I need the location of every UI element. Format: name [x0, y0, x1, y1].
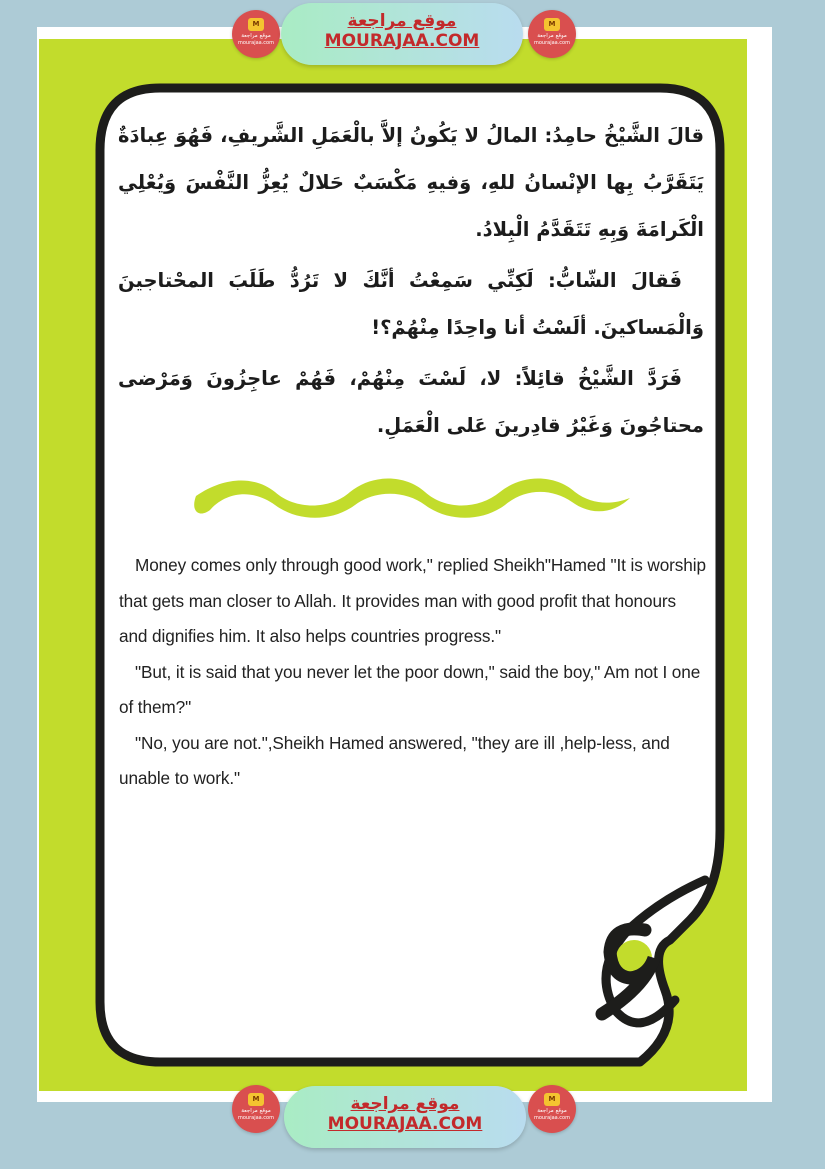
english-paragraph-3: "No, you are not.",Sheikh Hamed answered, "they are ill ,help-less, and unable to work." — [119, 732, 670, 788]
logo-mark-icon: M — [248, 1093, 264, 1106]
arabic-text — [118, 112, 704, 453]
watermark-latin: MOURAJAA.COM — [327, 1114, 483, 1134]
arabic-paragraph-3: فَرَدَّ الشَّيْخُ قائِلاً: لا، لَسْتَ مِنْهُمْ، فَهُمْ عاجِزُونَ وَمَرْضى محتاجُونَ وَغَيْرُ قادِرينَ عَلى الْعَمَلِ. — [118, 367, 704, 437]
logo-mark-icon: M — [544, 1093, 560, 1106]
watermark-arabic: موقع مراجعة — [347, 11, 457, 31]
watermark-logo-top-left: M موقع مراجعة mourajaa.com — [232, 10, 280, 58]
english-paragraph-2: "But, it is said that you never let the poor down," said the boy," Am not I one of them?" — [119, 661, 701, 717]
arabic-paragraph-1: قالَ الشَّيْخُ حامِدُ: المالُ لا يَكُونُ إلاَّ بالْعَمَلِ الشَّريفِ، فَهُوَ عِبادَةٌ يَتَقَرَّبُ بِها الإنْسانُ للهِ، وَفيهِ مَكْسَبٌ حَلالٌ يُعِزُّ النَّفْسَ وَيُعْلِي الْكَرامَةَ وَبِهِ تَتَقَدَّمُ الْبِلادُ. — [118, 124, 704, 241]
watermark-arabic: موقع مراجعة — [350, 1094, 460, 1114]
watermark-latin: MOURAJAA.COM — [324, 31, 480, 51]
watermark-badge-top[interactable] — [281, 3, 523, 65]
arabic-paragraph-2: فَقالَ الشّابُّ: لَكِنِّي سَمِعْتُ أنَّكَ لا تَرُدُّ طَلَبَ المحْتاجينَ وَالْمَساكينَ. ألَسْتُ أنا واحِدًا مِنْهُمْ؟! — [118, 269, 704, 339]
watermark-logo-top-right: M موقع مراجعة mourajaa.com — [528, 10, 576, 58]
english-paragraph-1: Money comes only through good work," replied Sheikh"Hamed "It is worship that gets man closer to Allah. It provides man with good profit that honours and dignifies him. It also helps countries progress." — [119, 555, 706, 646]
watermark-logo-bottom-right: M موقع مراجعة mourajaa.com — [528, 1085, 576, 1133]
logo-mark-icon: M — [544, 18, 560, 31]
watermark-badge-bottom[interactable] — [284, 1086, 526, 1148]
logo-mark-icon: M — [248, 18, 264, 31]
watermark-logo-bottom-left: M موقع مراجعة mourajaa.com — [232, 1085, 280, 1133]
page-number-text: ٦ — [0, 0, 1, 1]
english-text — [119, 548, 709, 797]
